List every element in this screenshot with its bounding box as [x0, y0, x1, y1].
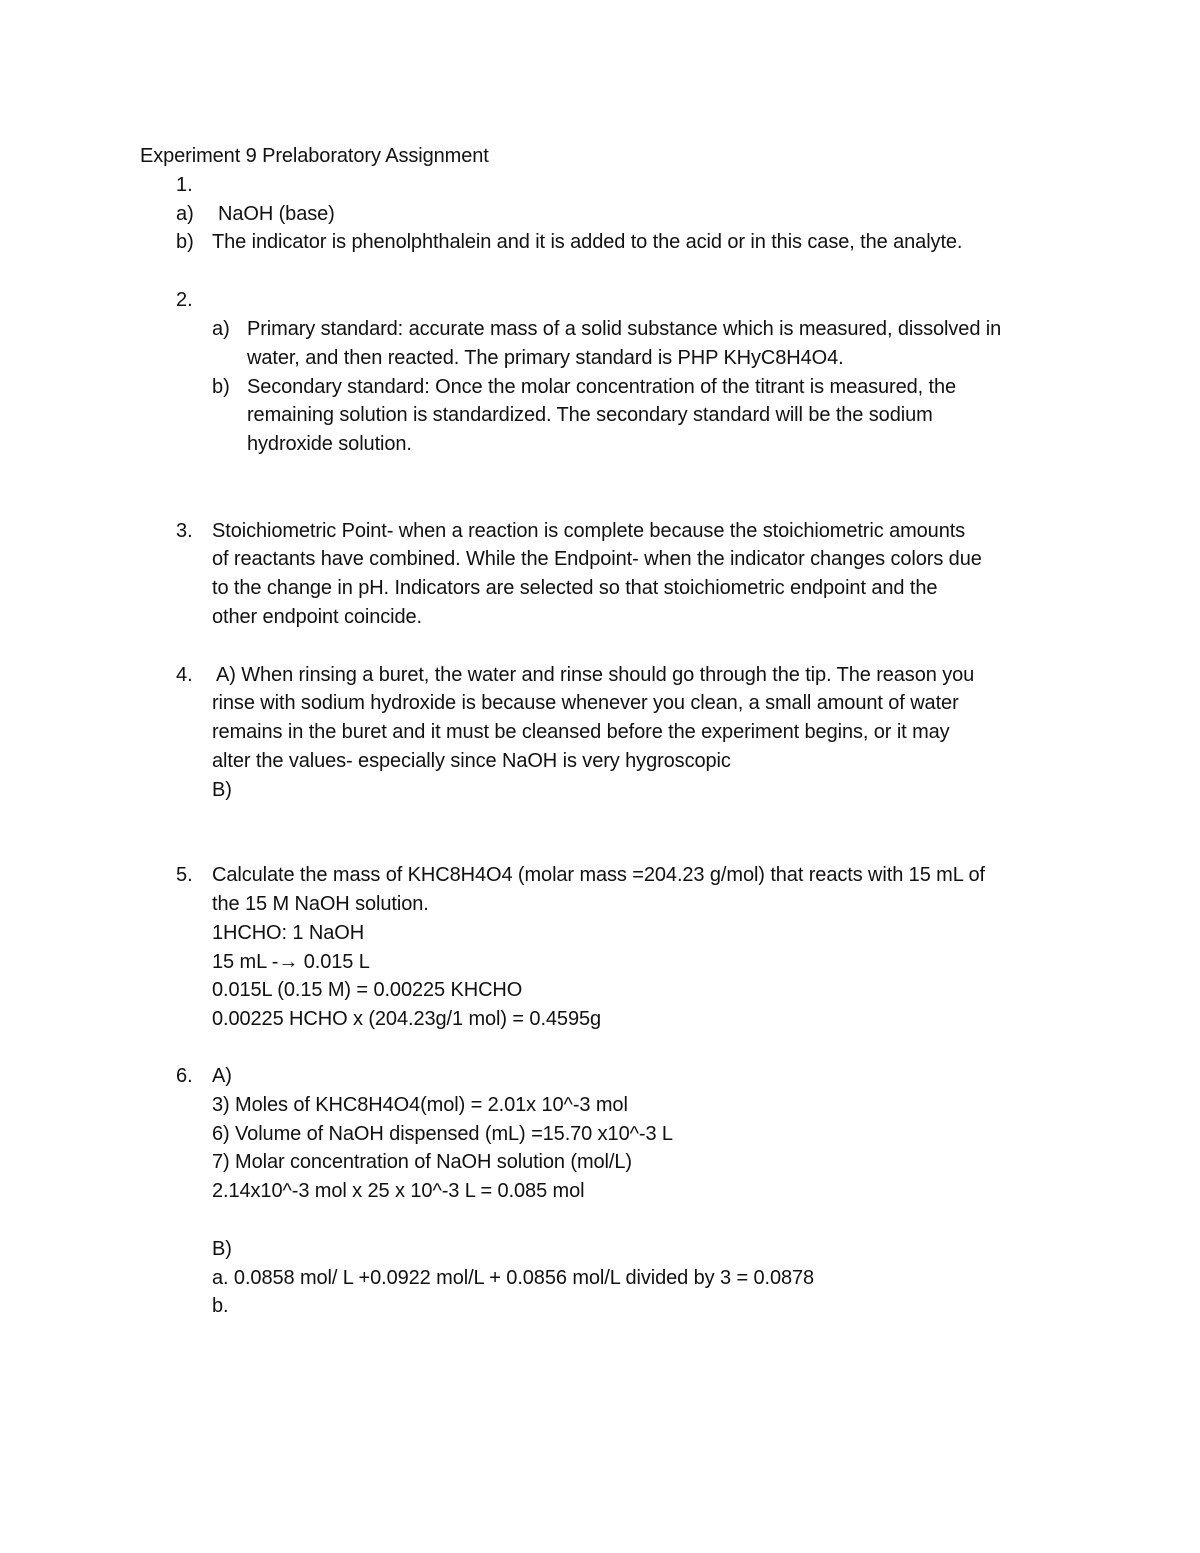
question-6-line-6: B): [212, 1238, 232, 1260]
question-3-line-1: Stoichiometric Point- when a reaction is complete because the stoichiometric amounts: [212, 520, 966, 542]
question-4-line-1: A) When rinsing a buret, the water and rinse should go through the tip. The reason you: [216, 664, 975, 686]
question-1b-marker: b): [176, 231, 194, 253]
question-6-line-3: 6) Volume of NaOH dispensed (mL) =15.70 x10^-3 L: [212, 1123, 673, 1145]
question-6-line-4: 7) Molar concentration of NaOH solution (mol/L): [212, 1151, 632, 1173]
question-5-line-1: Calculate the mass of KHC8H4O4 (molar mass =204.23 g/mol) that reacts with 15 mL of: [212, 864, 985, 886]
question-1a-marker: a): [176, 203, 194, 225]
question-6-line-8: b.: [212, 1295, 229, 1317]
question-1a-text: NaOH (base): [218, 203, 335, 225]
question-4-line-5: B): [212, 779, 232, 801]
question-4-line-4: alter the values- especially since NaOH is very hygroscopic: [212, 750, 731, 772]
page-title: Experiment 9 Prelaboratory Assignment: [140, 145, 489, 167]
question-6-line-1: A): [212, 1065, 232, 1087]
question-5-line-6: 0.00225 HCHO x (204.23g/1 mol) = 0.4595g: [212, 1008, 602, 1030]
question-3-line-3: to the change in pH. Indicators are selected so that stoichiometric endpoint and the: [212, 577, 938, 599]
question-3-number: 3.: [176, 520, 193, 542]
question-1b-text: The indicator is phenolphthalein and it is added to the acid or in this case, the analyte.: [212, 231, 963, 253]
question-6-line-5: 2.14x10^-3 mol x 25 x 10^-3 L = 0.085 mol: [212, 1180, 585, 1202]
question-2b-line-2: remaining solution is standardized. The secondary standard will be the sodium: [247, 404, 933, 426]
question-2a-marker: a): [212, 318, 230, 340]
question-1-number: 1.: [176, 174, 193, 196]
question-2b-line-1: Secondary standard: Once the molar concentration of the titrant is measured, the: [247, 376, 957, 398]
question-5-line-3: 1HCHO: 1 NaOH: [212, 922, 365, 944]
question-3-line-2: of reactants have combined. While the Endpoint- when the indicator changes colors due: [212, 548, 982, 570]
question-5-number: 5.: [176, 864, 193, 886]
question-4-number: 4.: [176, 664, 193, 686]
question-5-line-5: 0.015L (0.15 M) = 0.00225 KHCHO: [212, 979, 523, 1001]
question-4-line-2: rinse with sodium hydroxide is because whenever you clean, a small amount of water: [212, 692, 959, 714]
question-2b-marker: b): [212, 376, 230, 398]
question-2-number: 2.: [176, 289, 193, 311]
question-6-line-2: 3) Moles of KHC8H4O4(mol) = 2.01x 10^-3 mol: [212, 1094, 628, 1116]
question-6-line-7: a. 0.0858 mol/ L +0.0922 mol/L + 0.0856 mol/L divided by 3 = 0.0878: [212, 1267, 815, 1289]
question-2b-line-3: hydroxide solution.: [247, 433, 412, 455]
question-4-line-3: remains in the buret and it must be cleansed before the experiment begins, or it may: [212, 721, 950, 743]
question-6-number: 6.: [176, 1065, 193, 1087]
question-5-line-4: 15 mL -→ 0.015 L: [212, 951, 370, 973]
question-3-line-4: other endpoint coincide.: [212, 606, 422, 628]
question-2a-line-2: water, and then reacted. The primary standard is PHP KHyC8H4O4.: [247, 347, 844, 369]
question-2a-line-1: Primary standard: accurate mass of a solid substance which is measured, dissolved in: [247, 318, 1002, 340]
question-5-line-2: the 15 M NaOH solution.: [212, 893, 429, 915]
